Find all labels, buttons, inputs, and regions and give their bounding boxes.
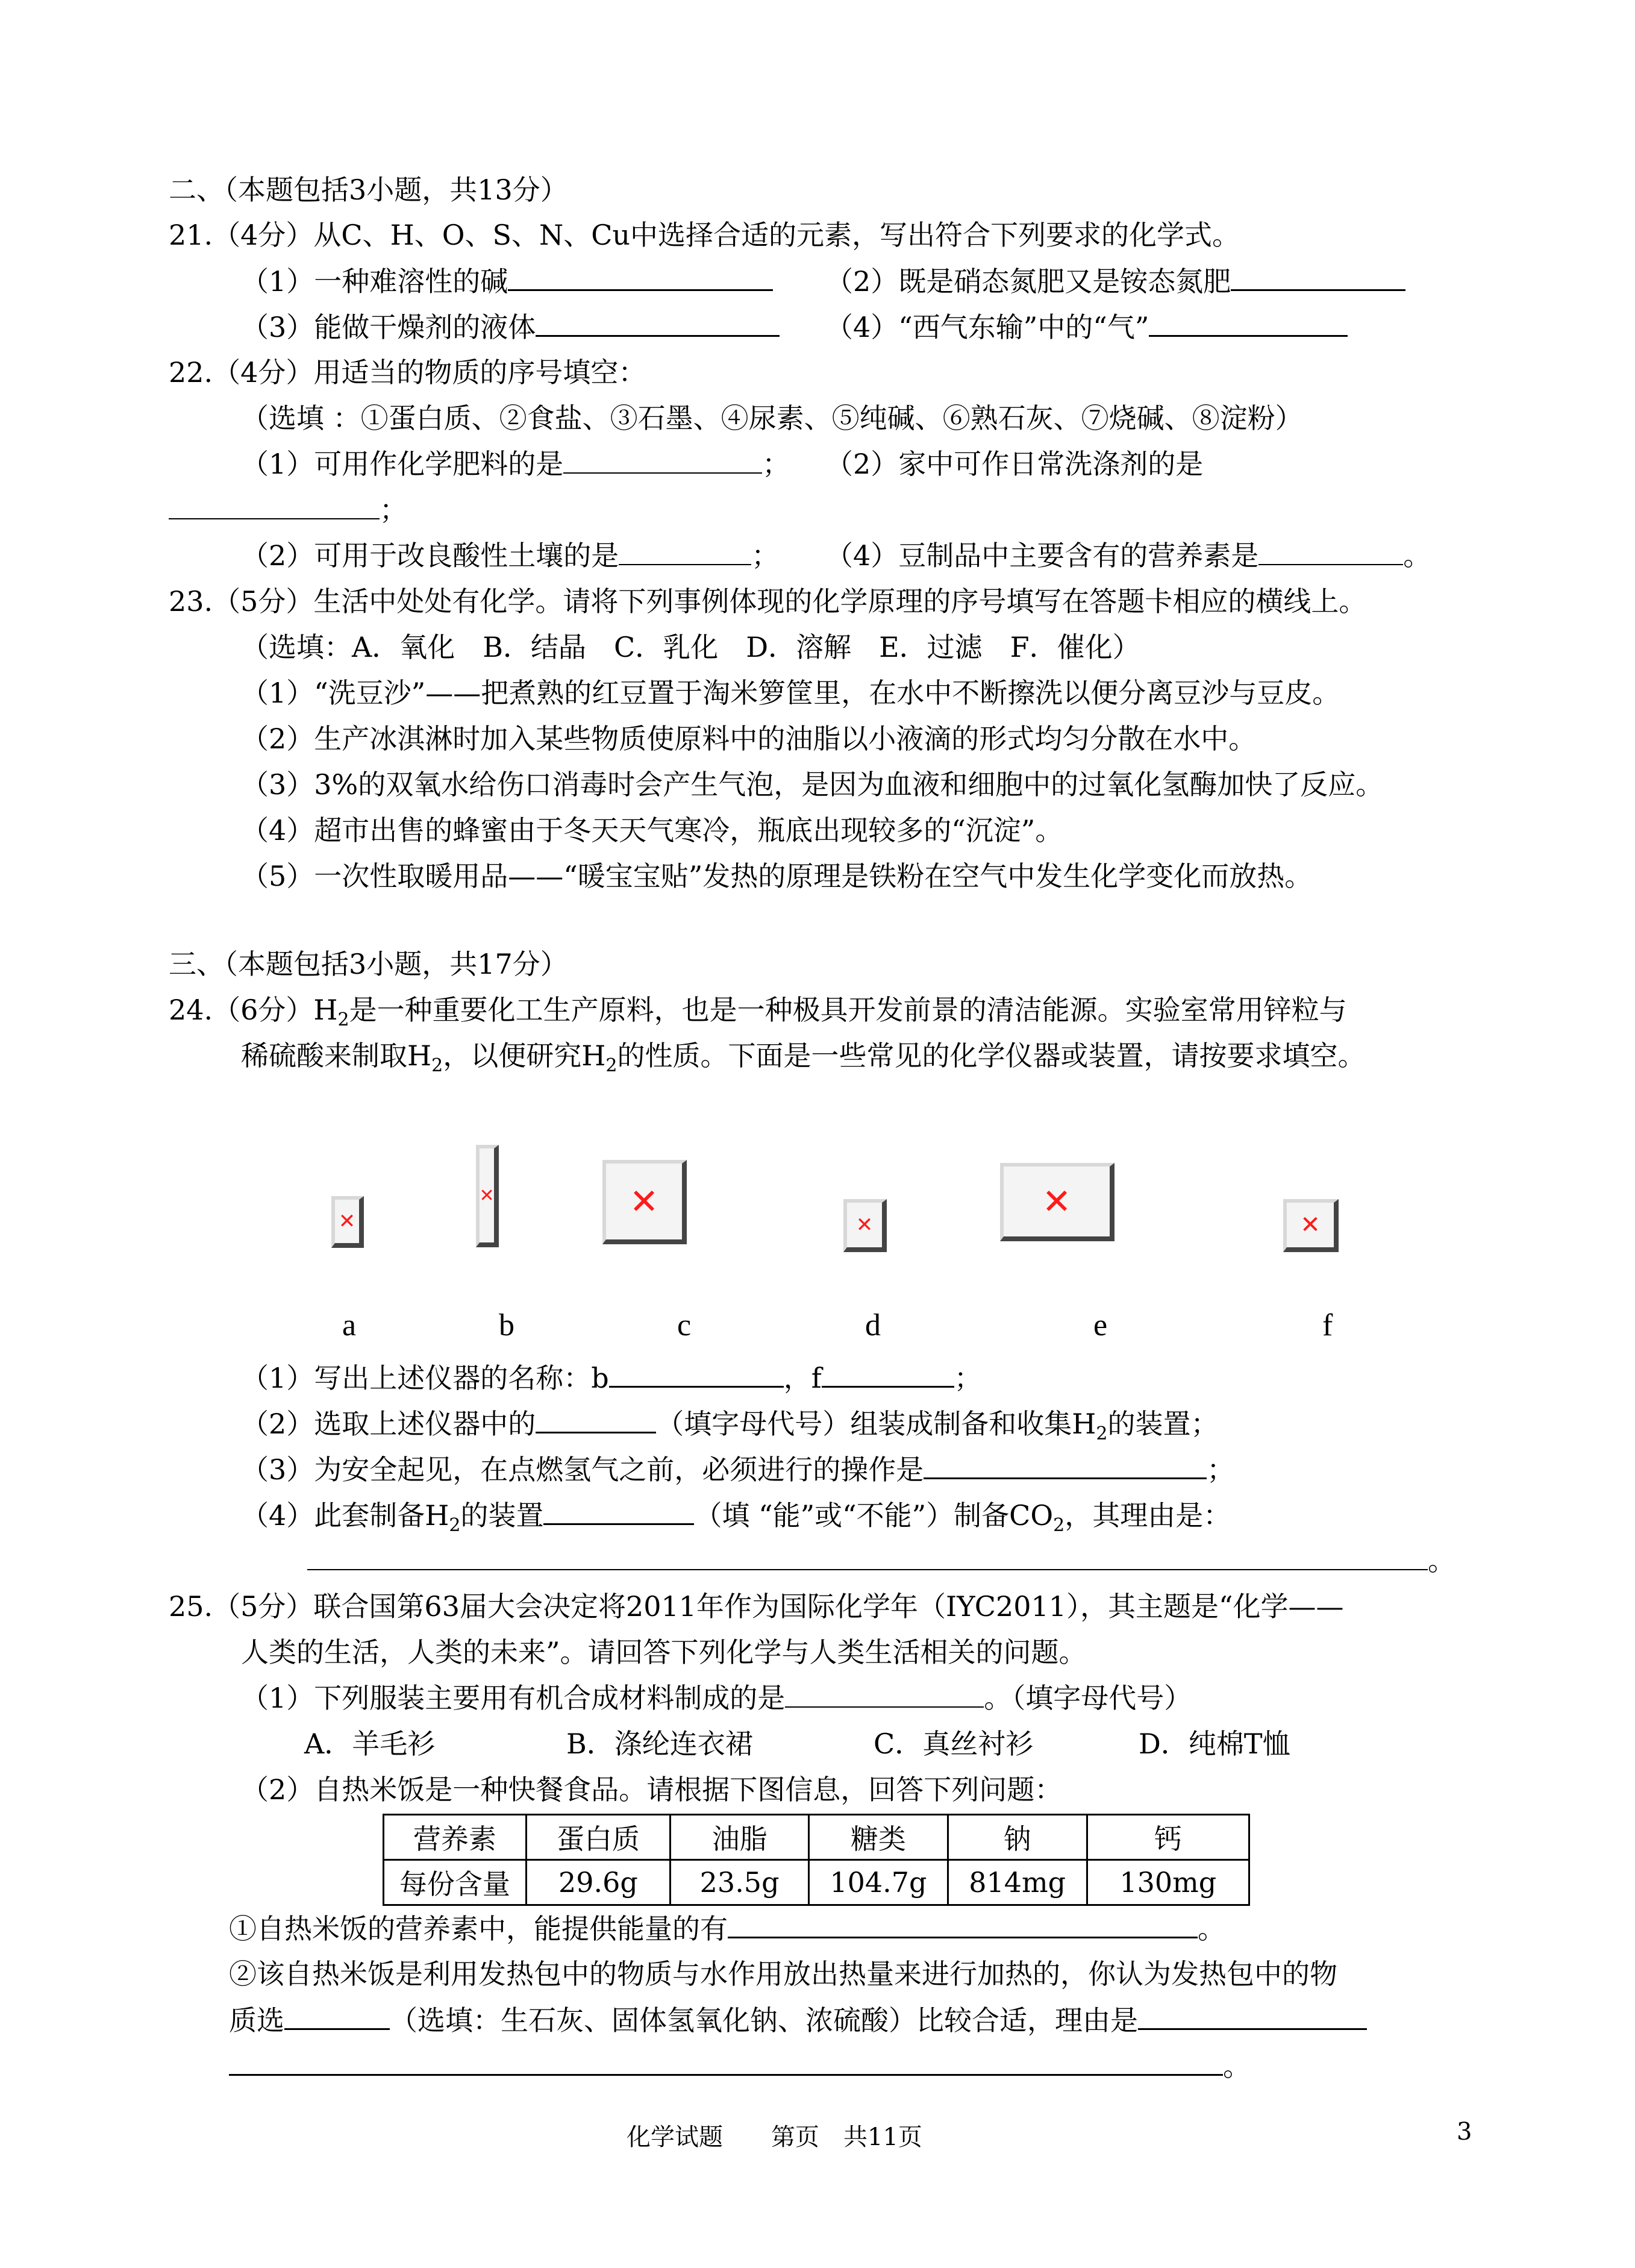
apparatus-label-f: f: [1322, 1308, 1333, 1342]
table-header-cell: 营养素: [384, 1815, 527, 1860]
table-cell: 130mg: [1087, 1860, 1249, 1905]
q24-part3: （3）为安全起见，在点燃氢气之前，必须进行的操作是 ；: [241, 1451, 1234, 1488]
table-cell: 814mg: [948, 1860, 1087, 1905]
broken-image-icon: ✕: [1000, 1163, 1114, 1241]
table-header-cell: 钠: [948, 1815, 1087, 1860]
table-cell: 104.7g: [809, 1860, 948, 1905]
q24-part2: （2）选取上述仪器中的 （填字母代号）组装成制备和收集$H_2$的装置；: [241, 1405, 1219, 1452]
table-header-cell: 蛋白质: [526, 1815, 670, 1860]
broken-image-icon: ✕: [476, 1145, 499, 1247]
q21-part3: （3）能做干燥剂的液体: [241, 309, 780, 345]
q22-part1: （1）可用作化学肥料的是 ；: [241, 446, 790, 482]
broken-image-icon: ✕: [331, 1196, 364, 1248]
apparatus-label-d: d: [865, 1308, 881, 1342]
q25-choice-c: C．真丝衬衫: [874, 1728, 1034, 1760]
q25-choice-b: B．涤纶连衣裙: [566, 1728, 753, 1760]
q25-stem-line1: 25.（5分）联合国第63届大会决定将2011年作为国际化学年（IYC2011），其主题是“化学——: [169, 1590, 1344, 1623]
q24-part1: （1）写出上述仪器的名称：b ，f ；: [241, 1359, 982, 1396]
section-3-header: 三、（本题包括3小题，共17分）: [169, 948, 568, 980]
page-footer: 化学试题 第页 共11页: [627, 2123, 922, 2151]
apparatus-label-e: e: [1093, 1308, 1108, 1342]
q24-part4: （4）此套制备$H_2$的装置 （填 “能”或“不能”）制备$CO_2$，其理由是：: [241, 1497, 1231, 1544]
broken-image-icon: ✕: [602, 1160, 687, 1244]
apparatus-label-b: b: [499, 1308, 514, 1342]
broken-image-icon: ✕: [1283, 1199, 1339, 1252]
q21-part2: （2）既是硝态氮肥又是铵态氮肥: [825, 263, 1405, 299]
q25-choice-a: A．羊毛衫: [304, 1728, 436, 1760]
q22-part2-answer: ；: [169, 492, 407, 528]
q25-part1: （1）下列服装主要用有机合成材料制成的是 。（填字母代号）: [241, 1680, 1192, 1716]
q25-choice-d: D．纯棉T恤: [1139, 1728, 1290, 1760]
q23-item1: （1）“洗豆沙”——把煮熟的红豆置于淘米箩筐里，在水中不断擦洗以便分离豆沙与豆皮。: [241, 677, 1340, 709]
q22-part4: （4）豆制品中主要含有的营养素是 。: [825, 537, 1431, 574]
table-row: [384, 1815, 1249, 1860]
table-header-cell: 油脂: [671, 1815, 809, 1860]
q21-stem: 21.（4分）从C、H、O、S、N、Cu中选择合适的元素，写出符合下列要求的化学式。: [169, 219, 1240, 251]
q22-options: （选填 ：①蛋白质、②食盐、③石墨、④尿素、⑤纯碱、⑥熟石灰、⑦烧碱、⑧淀粉）: [241, 402, 1303, 434]
q23-options: （选填：A．氧化 B．结晶 C．乳化 D．溶解 E．过滤 F．催化）: [241, 631, 1140, 663]
apparatus-label-c: c: [677, 1308, 692, 1342]
q22-part2: （2）家中可作日常洗涤剂的是: [825, 448, 1204, 480]
q24-stem-line1: 24.（6分）$H_2$是一种重要化工生产原料，也是一种极具开发前景的清洁能源。实验室常用锌粒与: [169, 994, 1347, 1031]
q25-sub1: ①自热米饭的营养素中，能提供能量的有 。: [229, 1910, 1225, 1947]
q24-stem-line2: 稀硫酸来制取$H_2$，以便研究$H_2$的性质。下面是一些常见的化学仪器或装置，请按要求填空。: [241, 1039, 1366, 1077]
table-cell: 23.5g: [671, 1860, 809, 1905]
q21-part4: （4）“西气东输”中的“气”: [825, 309, 1348, 345]
q23-stem: 23.（5分）生活中处处有化学。请将下列事例体现的化学原理的序号填写在答题卡相应的横线上。: [169, 585, 1367, 618]
q22-part3: （2）可用于改良酸性土壤的是 ；: [241, 537, 779, 574]
broken-image-icon: ✕: [843, 1199, 887, 1252]
nutrition-table: [383, 1814, 1250, 1906]
table-cell: 29.6g: [526, 1860, 670, 1905]
table-cell: 每份含量: [384, 1860, 527, 1905]
table-header-cell: 糖类: [809, 1815, 948, 1860]
table-row: [384, 1860, 1249, 1905]
q21-part1: （1）一种难溶性的碱: [241, 263, 773, 299]
q25-sub2-line1: ②该自热米饭是利用发热包中的物质与水作用放出热量来进行加热的，你认为发热包中的物: [229, 1958, 1337, 1990]
section-2-header: 二、（本题包括3小题，共13分）: [169, 174, 568, 206]
q23-item3: （3）3%的双氧水给伤口消毒时会产生气泡，是因为血液和细胞中的过氧化氢酶加快了反应。: [241, 768, 1384, 801]
q25-sub2-line2: 质选 （选填：生石灰、固体氢氧化钠、浓硫酸）比较合适，理由是: [229, 2002, 1367, 2038]
q22-stem: 22.（4分）用适当的物质的序号填空：: [169, 356, 646, 389]
q25-part2: （2）自热米饭是一种快餐食品。请根据下图信息，回答下列问题：: [241, 1773, 1063, 1806]
q23-item4: （4）超市出售的蜂蜜由于冬天天气寒冷，瓶底出现较多的“沉淀”。: [241, 814, 1063, 847]
q25-stem-line2: 人类的生活，人类的未来”。请回答下列化学与人类生活相关的问题。: [241, 1636, 1087, 1668]
page-number: 3: [1457, 2118, 1472, 2146]
q24-part4-reason: 。: [307, 1543, 1455, 1579]
q23-item5: （5）一次性取暖用品——“暖宝宝贴”发热的原理是铁粉在空气中发生化学变化而放热。: [241, 860, 1313, 892]
table-header-cell: 钙: [1087, 1815, 1249, 1860]
apparatus-label-a: a: [342, 1308, 357, 1342]
q25-sub2-reason: 。: [229, 2047, 1251, 2084]
q23-item2: （2）生产冰淇淋时加入某些物质使原料中的油脂以小液滴的形式均匀分散在水中。: [241, 722, 1257, 755]
